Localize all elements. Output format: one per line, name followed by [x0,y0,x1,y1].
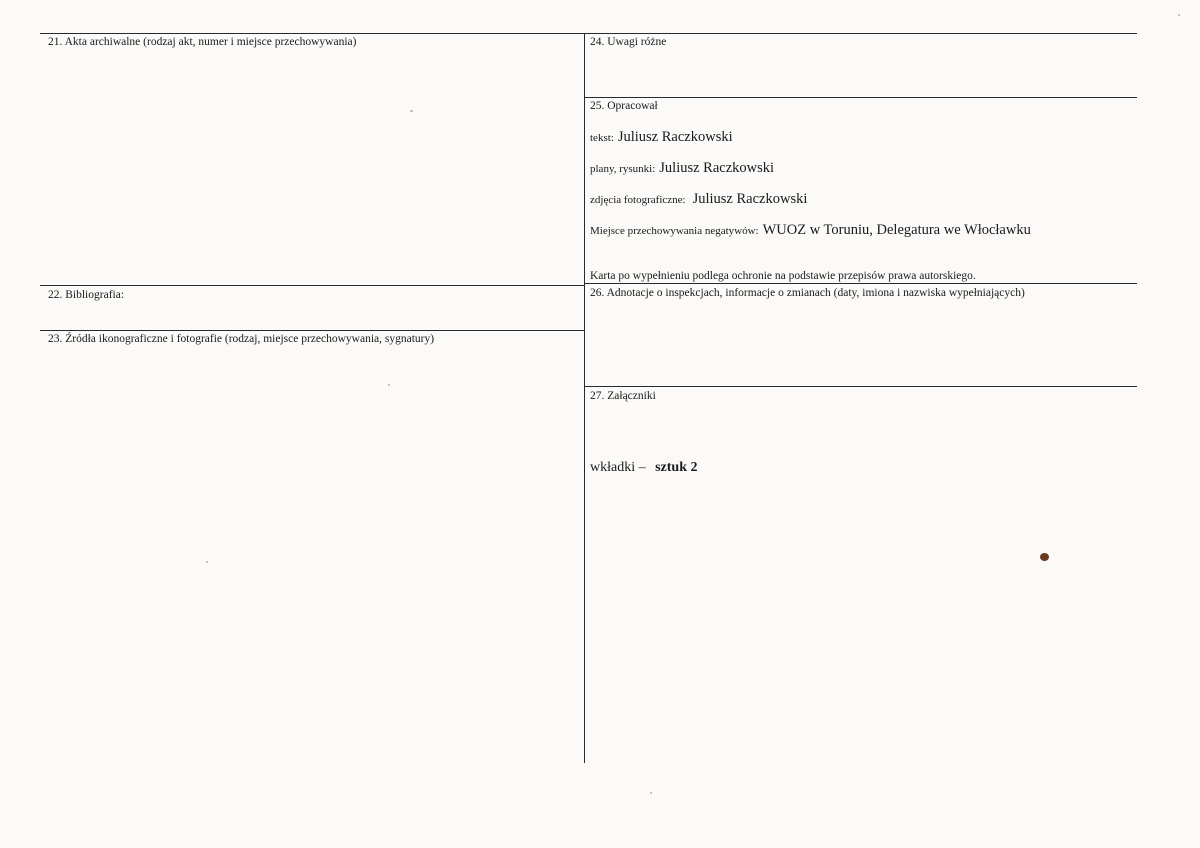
attachments-count: sztuk 2 [655,460,698,475]
author-text-label: tekst: [590,132,614,144]
dust-speck [206,561,208,563]
section-27-label: 27. Załączniki [590,390,656,402]
author-plans-row [590,159,774,177]
ink-stain [1040,553,1049,561]
negatives-label: Miejsce przechowywania negatywów: [590,225,759,237]
negatives-value: WUOZ w Toruniu, Delegatura we Włocławku [762,222,1031,238]
author-photos-row [590,190,807,208]
author-text-value: Juliusz Raczkowski [617,129,733,145]
section-26-label: 26. Adnotacje o inspekcjach, informacje o zmianach (daty, imiona i nazwiska wypełniających) [590,287,1025,299]
divider-26-27 [585,386,1137,387]
section-25-label: 25. Opracował [590,100,658,112]
section-21-label: 21. Akta archiwalne (rodzaj akt, numer i miejsce przechowywania) [48,36,357,48]
section-23-label: 23. Źródła ikonograficzne i fotografie (rodzaj, miejsce przechowywania, sygnatury) [48,333,435,345]
author-photos-value: Juliusz Raczkowski [692,191,808,207]
divider-24-25 [585,97,1137,98]
author-photos-label: zdjęcia fotograficzne: [590,194,686,206]
attachments-text: wkładki – [590,460,646,475]
dust-speck [650,792,652,794]
top-divider [40,33,1137,34]
section-24-label: 24. Uwagi różne [590,36,667,48]
author-plans-label: plany, rysunki: [590,163,656,175]
center-divider [584,33,585,763]
divider-22-23 [40,330,584,331]
divider-25-26 [585,283,1137,284]
author-text-row [590,128,733,146]
copyright-note: Karta po wypełnieniu podlega ochronie na podstawie przepisów prawa autorskiego. [590,270,976,282]
dust-speck [410,110,413,112]
dust-speck [1178,14,1180,16]
dust-speck [388,384,390,386]
author-plans-value: Juliusz Raczkowski [659,160,775,176]
attachments-row [590,460,698,476]
negatives-row [590,221,1031,239]
divider-21-22 [40,285,584,286]
section-22-label: 22. Bibliografia: [48,289,125,301]
